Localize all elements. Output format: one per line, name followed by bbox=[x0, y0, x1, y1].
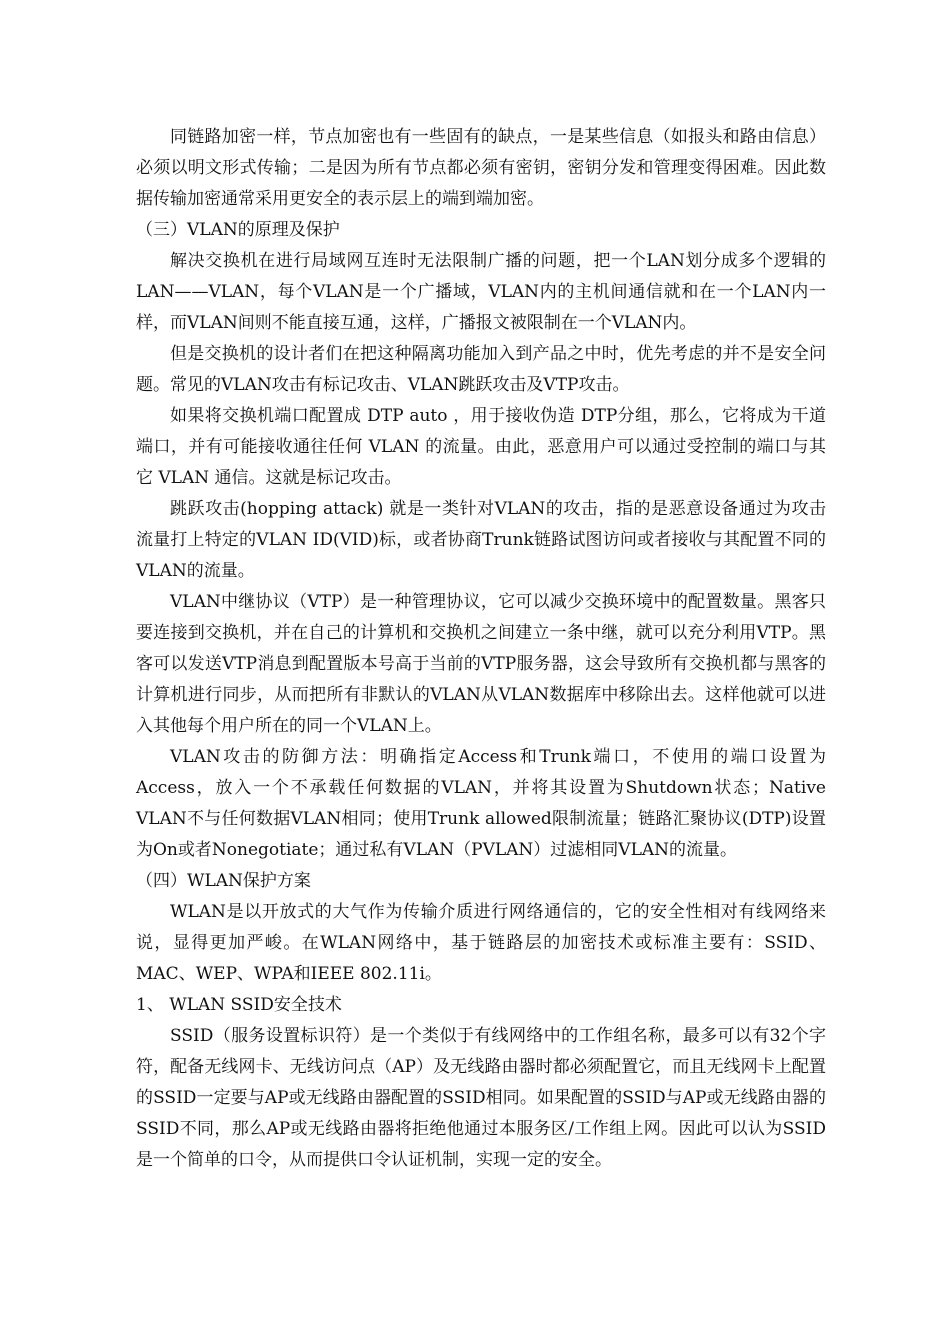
heading-vlan: （三）VLAN的原理及保护 bbox=[136, 220, 340, 240]
heading-ssid: 1、 WLAN SSID安全技术 bbox=[136, 995, 342, 1015]
para-vlan-attacks: 但是交换机的设计者们在把这种隔离功能加入到产品之中时，优先考虑的并不是安全问题。常见的VLAN攻击有标记攻击、VLAN跳跃攻击及VTP攻击。 bbox=[136, 344, 826, 395]
document-page bbox=[136, 122, 826, 1176]
heading-wlan: （四）WLAN保护方案 bbox=[136, 871, 311, 891]
para-ssid: SSID（服务设置标识符）是一个类似于有线网络中的工作组名称，最多可以有32个字符，配备无线网卡、无线访问点（AP）及无线路由器时都必须配置它，而且无线网卡上配置的SSID一定要与AP或无线路由器配置的SSID相同。如果配置的SSID与AP或无线路由器的SSID不同，那么AP或无线路由器将拒绝他通过本服务区/工作组上网。因此可以认为SSID是一个简单的口令，从而提供口令认证机制，实现一定的安全。 bbox=[136, 1026, 826, 1170]
para-tag-attack: 如果将交换机端口配置成 DTP auto ，用于接收伪造 DTP分组，那么，它将成为干道端口，并有可能接收通往任何 VLAN 的流量。由此，恶意用户可以通过受控制的端口与其它 VLAN 通信。这就是标记攻击。 bbox=[136, 406, 826, 488]
para-hopping-attack: 跳跃攻击(hopping attack) 就是一类针对VLAN的攻击，指的是恶意设备通过为攻击流量打上特定的VLAN ID(VID)标，或者协商Trunk链路试图访问或者接收与其配置不同的VLAN的流量。 bbox=[136, 499, 826, 581]
para-vlan-intro: 解决交换机在进行局域网互连时无法限制广播的问题，把一个LAN划分成多个逻辑的LAN——VLAN，每个VLAN是一个广播域，VLAN内的主机间通信就和在一个LAN内一样，而VLAN间则不能直接互通，这样，广播报文被限制在一个VLAN内。 bbox=[136, 251, 826, 333]
para-vtp: VLAN中继协议（VTP）是一种管理协议，它可以减少交换环境中的配置数量。黑客只要连接到交换机，并在自己的计算机和交换机之间建立一条中继，就可以充分利用VTP。黑客可以发送VTP消息到配置版本号高于当前的VTP服务器，这会导致所有交换机都与黑客的计算机进行同步，从而把所有非默认的VLAN从VLAN数据库中移除出去。这样他就可以进入其他每个用户所在的同一个VLAN上。 bbox=[136, 592, 826, 736]
para-node-encryption: 同链路加密一样，节点加密也有一些固有的缺点，一是某些信息（如报头和路由信息）必须以明文形式传输；二是因为所有节点都必须有密钥，密钥分发和管理变得困难。因此数据传输加密通常采用更安全的表示层上的端到端加密。 bbox=[136, 127, 826, 209]
para-vlan-defense: VLAN攻击的防御方法：明确指定Access和Trunk端口，不使用的端口设置为Access，放入一个不承载任何数据的VLAN，并将其设置为Shutdown状态；Native VLAN不与任何数据VLAN相同；使用Trunk allowed限制流量；链路汇聚协议(DTP)设置为On或者Nonegotiate；通过私有VLAN（PVLAN）过滤相同VLAN的流量。 bbox=[136, 747, 826, 860]
para-wlan-intro: WLAN是以开放式的大气作为传输介质进行网络通信的，它的安全性相对有线网络来说，显得更加严峻。在WLAN网络中，基于链路层的加密技术或标准主要有：SSID、MAC、WEP、WPA和IEEE 802.11i。 bbox=[136, 902, 826, 984]
